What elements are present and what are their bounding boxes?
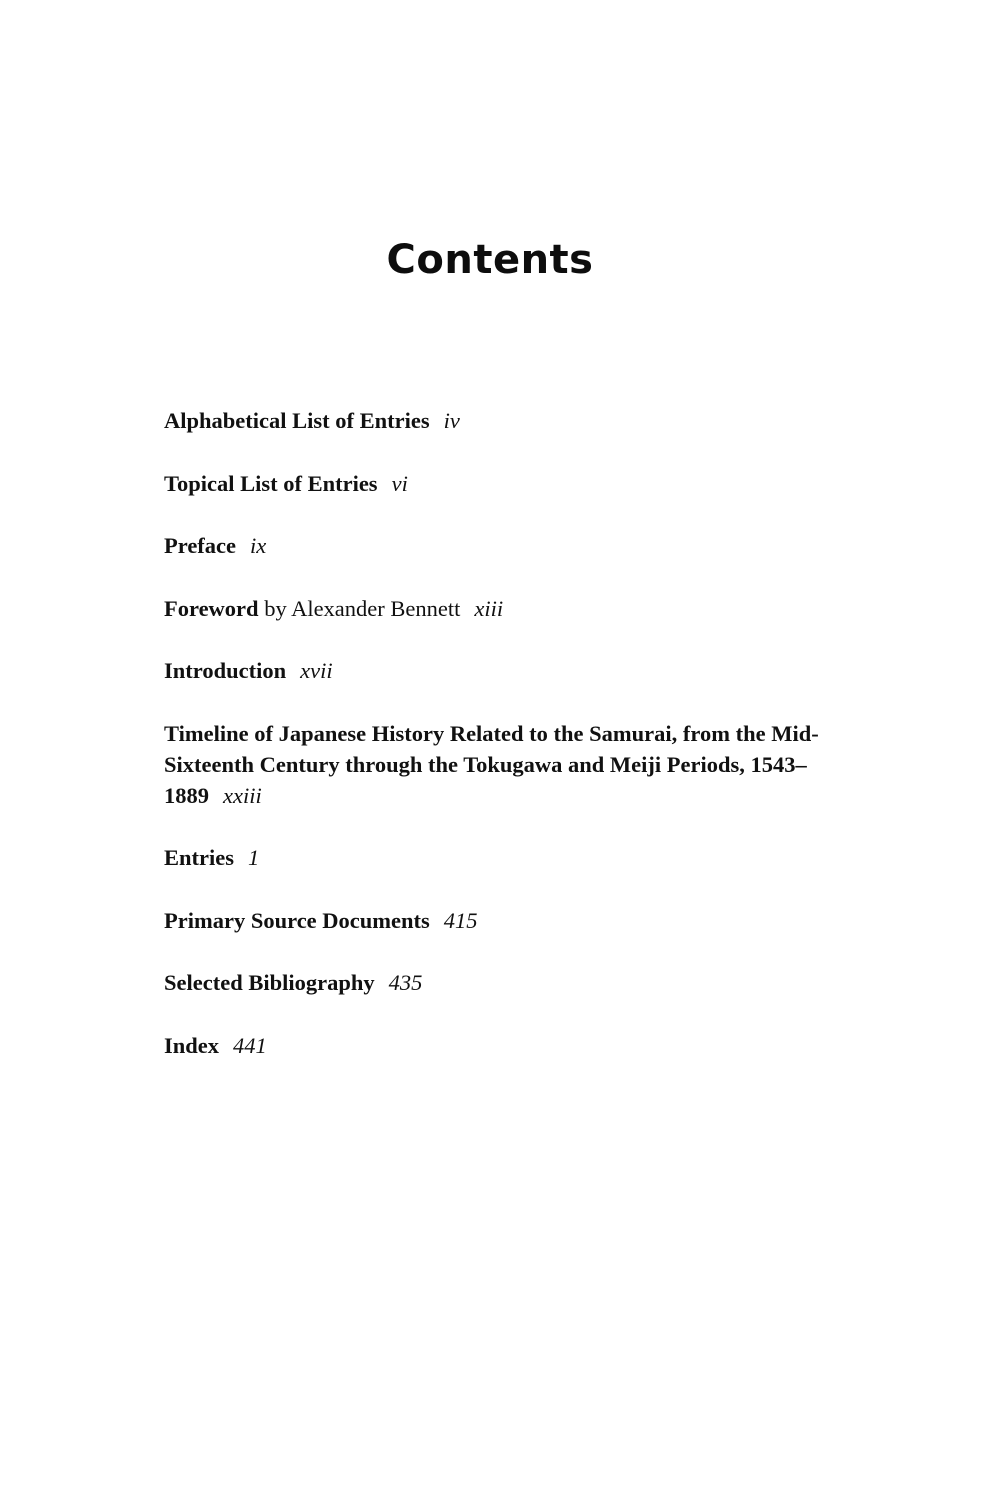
page-title: Contents <box>386 237 594 283</box>
toc-entry-title: Index <box>164 1032 220 1058</box>
toc-entry-preface[interactable] <box>164 530 834 561</box>
toc-entry-title: Introduction <box>164 658 287 683</box>
toc-entry-title: Entries <box>164 845 234 870</box>
toc-entry-page-number: xvii <box>300 658 333 683</box>
toc-entry-title: Preface <box>164 533 237 558</box>
toc-entry-title: Primary Source Documents <box>164 907 430 933</box>
toc-entry-title: Topical List of Entries <box>164 470 378 496</box>
toc-entry-selected-bibliography[interactable] <box>164 967 834 998</box>
toc-entry-page-number: xiii <box>474 595 504 621</box>
toc-entry-introduction[interactable] <box>164 655 834 686</box>
toc-entry-primary-source-documents[interactable] <box>164 905 834 936</box>
toc-entry-alphabetical-list[interactable] <box>164 405 834 436</box>
toc-entry-index[interactable] <box>164 1030 834 1061</box>
toc-entry-page-number: 441 <box>233 1032 267 1058</box>
toc-entry-page-number: 435 <box>388 970 423 995</box>
toc-entry-timeline[interactable] <box>164 718 834 811</box>
toc-entry-title: Selected Bibliography <box>164 970 375 995</box>
toc-entry-page-number: iv <box>443 408 460 433</box>
toc-entry-page-number: 1 <box>248 845 260 870</box>
table-of-contents <box>164 405 834 1092</box>
toc-entry-title: Foreword <box>164 595 259 621</box>
toc-entry-title: Timeline of Japanese History Related to the Samurai, from the Mid-Sixteenth Century through the Tokugawa and Meiji Periods, 1543–1889 <box>164 720 819 808</box>
toc-entry-entries[interactable] <box>164 842 834 873</box>
toc-entry-topical-list[interactable] <box>164 468 834 499</box>
toc-entry-foreword[interactable] <box>164 593 834 624</box>
toc-entry-page-number: xxiii <box>223 782 262 808</box>
toc-entry-byline: by Alexander Bennett <box>258 595 461 621</box>
toc-entry-page-number: ix <box>250 533 267 558</box>
toc-entry-title: Alphabetical List of Entries <box>164 408 430 433</box>
toc-entry-page-number: 415 <box>443 907 478 933</box>
toc-entry-page-number: vi <box>391 470 408 496</box>
